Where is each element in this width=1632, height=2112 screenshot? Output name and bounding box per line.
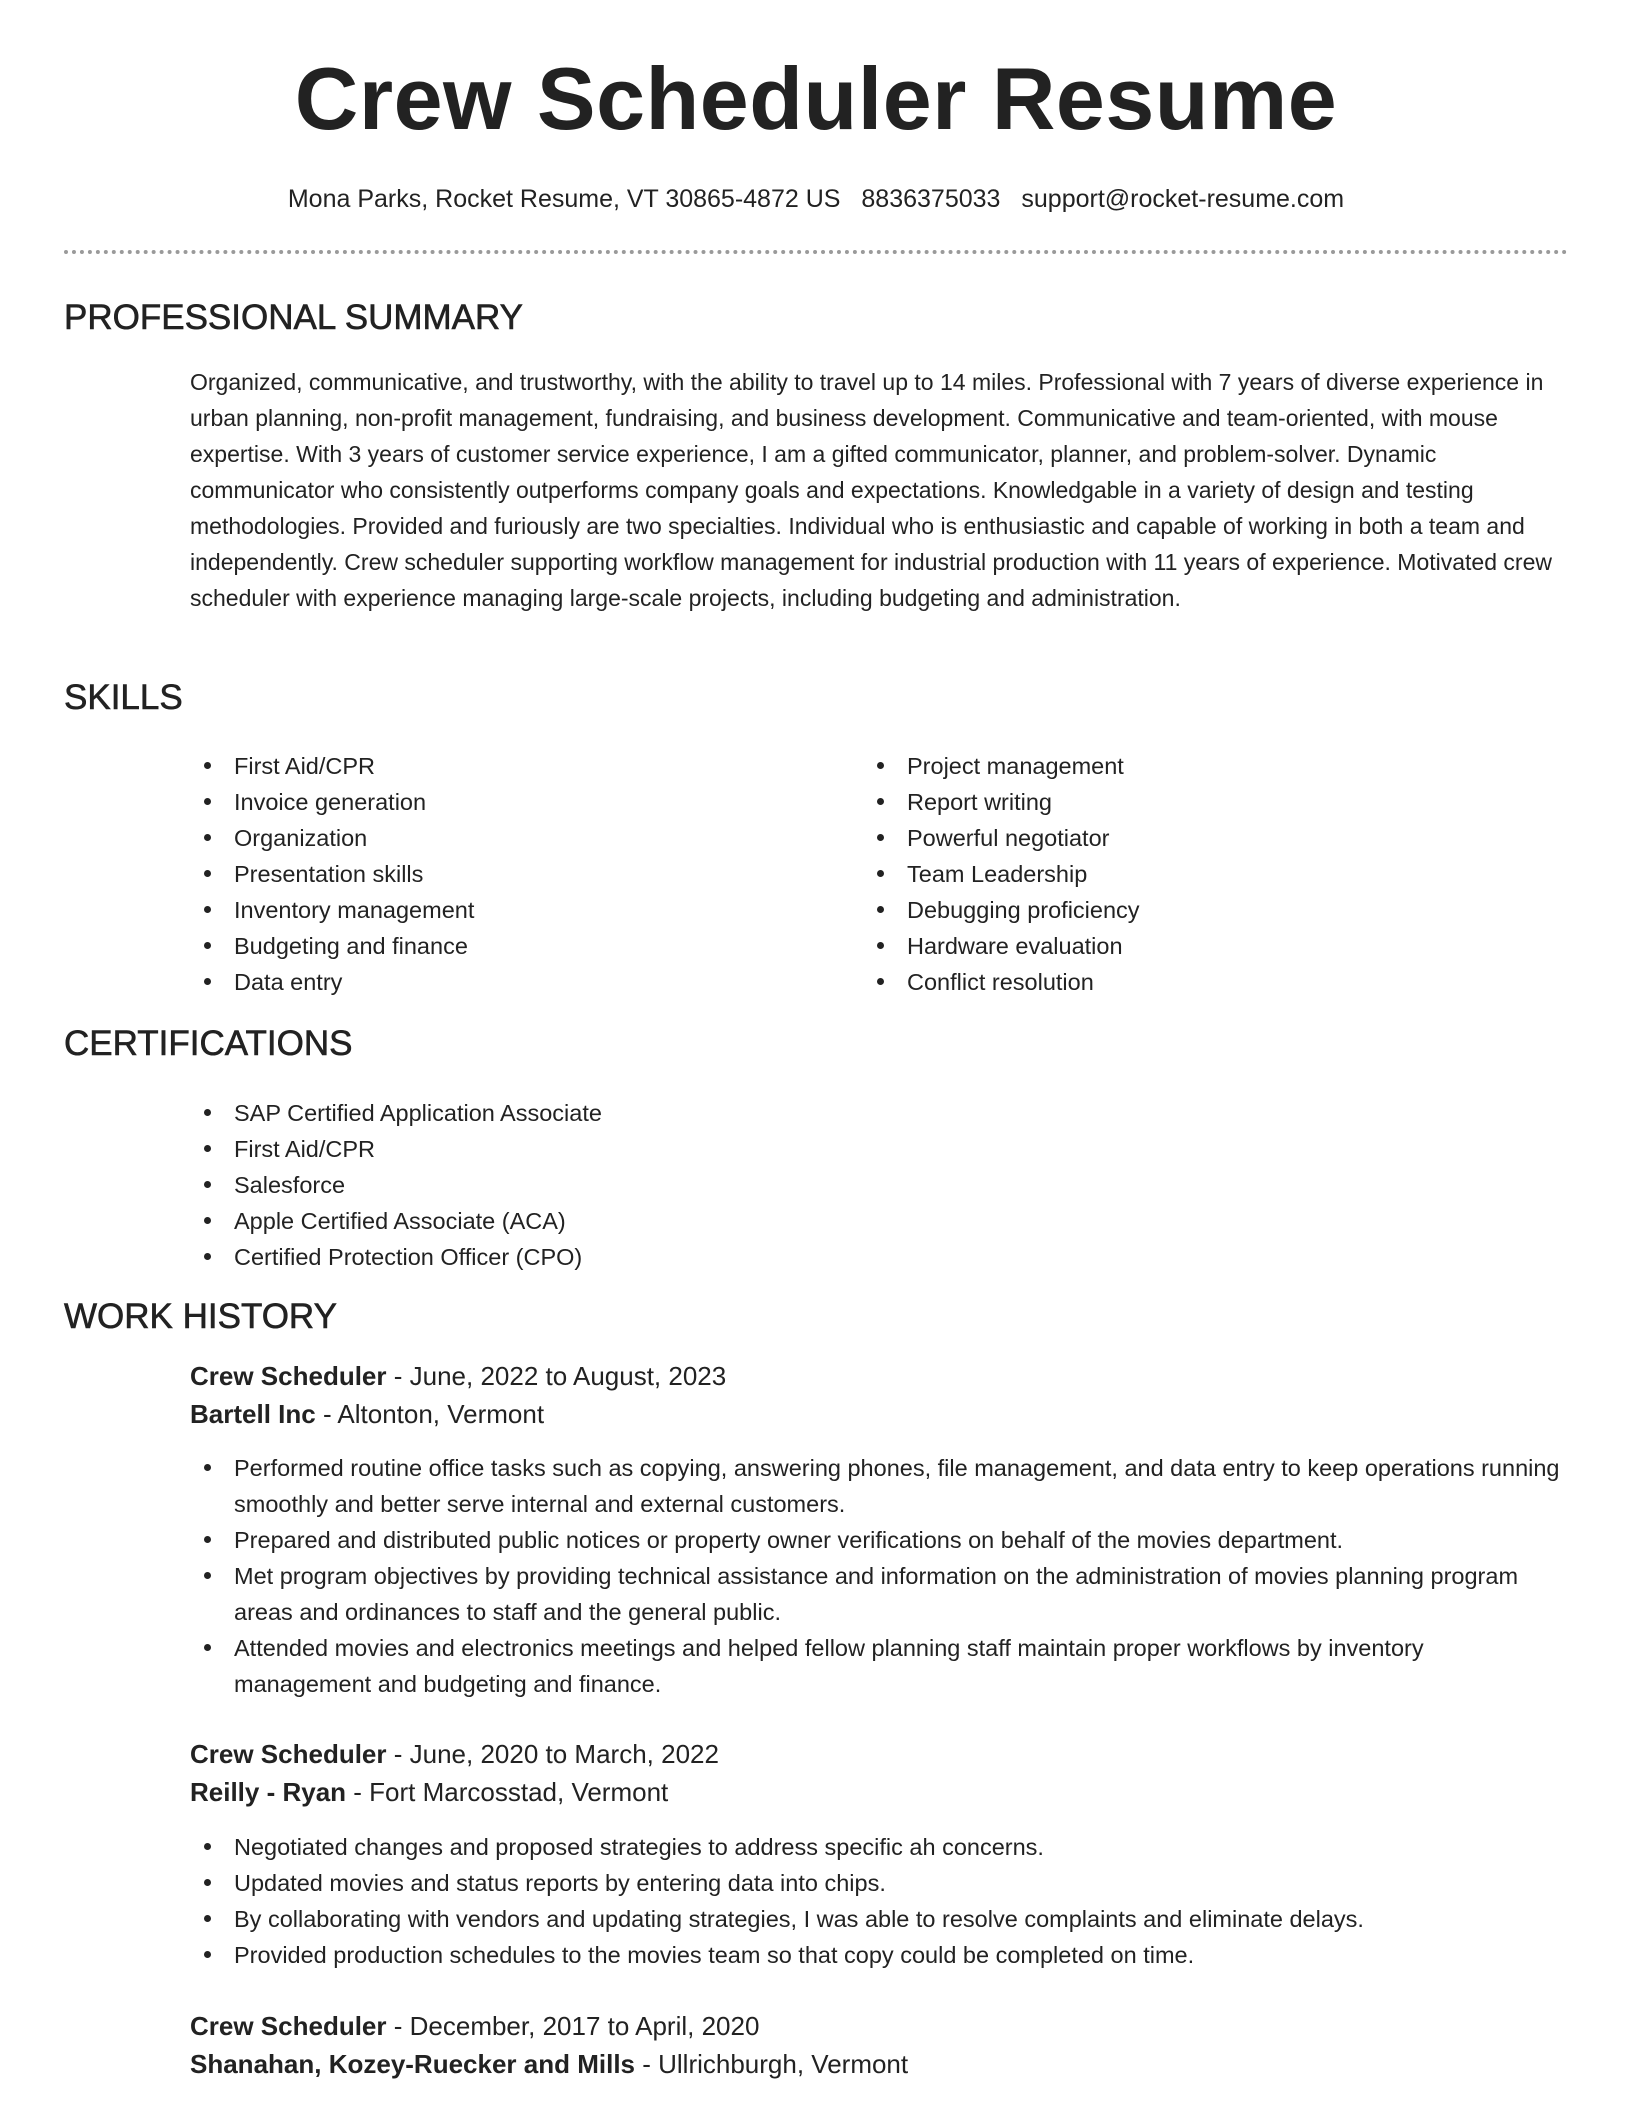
skill-item: Report writing <box>863 784 1503 820</box>
skill-item: Project management <box>863 748 1503 784</box>
job-company-line <box>190 1773 1570 1811</box>
skill-item: Conflict resolution <box>863 964 1503 1000</box>
job-bullet-list <box>190 1829 1560 1973</box>
certification-item: Apple Certified Associate (ACA) <box>190 1203 1090 1239</box>
job-bullet-list <box>190 1450 1560 1702</box>
header-divider <box>64 250 1568 254</box>
section-heading-skills: SKILLS <box>64 678 183 717</box>
certification-item: Certified Protection Officer (CPO) <box>190 1239 1090 1275</box>
section-heading-summary: PROFESSIONAL SUMMARY <box>64 298 523 337</box>
skill-item: Budgeting and finance <box>190 928 830 964</box>
contact-line <box>0 182 1632 216</box>
job-title: Crew Scheduler <box>190 1361 387 1391</box>
job-bullet: Updated movies and status reports by entering data into chips. <box>190 1865 1560 1901</box>
skill-item: Hardware evaluation <box>863 928 1503 964</box>
job-company: Reilly - Ryan <box>190 1777 347 1807</box>
job-location: - Fort Marcosstad, Vermont <box>346 1777 669 1807</box>
job-bullet: Negotiated changes and proposed strategies to address specific ah concerns. <box>190 1829 1560 1865</box>
skill-item: Powerful negotiator <box>863 820 1503 856</box>
skill-item: Inventory management <box>190 892 830 928</box>
skill-item: Invoice generation <box>190 784 830 820</box>
page-title: Crew Scheduler Resume <box>294 49 1338 148</box>
job-bullet: Performed routine office tasks such as copying, answering phones, file management, and data entry to keep operations running smoothly and better serve internal and external customers. <box>190 1450 1560 1522</box>
job-title: Crew Scheduler <box>190 1739 387 1769</box>
job-bullet: Provided production schedules to the movies team so that copy could be completed on time. <box>190 1937 1560 1973</box>
job-company-line <box>190 2045 1570 2083</box>
skills-list-right <box>863 748 1503 1000</box>
job-company-line <box>190 1395 1570 1433</box>
skill-item: Data entry <box>190 964 830 1000</box>
skill-item: Presentation skills <box>190 856 830 892</box>
summary-text: Organized, communicative, and trustworthy, with the ability to travel up to 14 miles. Professional with 7 years of diverse experience in urban planning, non-profit management, fundraising, and business development. Communicative and team-oriented, with mouse expertise. With 3 years of customer service experience, I am a gifted communicator, planner, and problem-solver. Dynamic communicator who consistently outperforms company goals and expectations. Knowledgable in a variety of design and testing methodologies. Provided and furiously are two specialties. Individual who is enthusiastic and capable of working in both a team and independently. Crew scheduler supporting workflow management for industrial production with 11 years of experience. Motivated crew scheduler with experience managing large-scale projects, including budgeting and administration. <box>190 369 1552 611</box>
certification-item: First Aid/CPR <box>190 1131 1090 1167</box>
job-company: Bartell Inc <box>190 1399 316 1429</box>
job-dates: - June, 2022 to August, 2023 <box>386 1361 727 1391</box>
job-title-line <box>190 2007 1570 2045</box>
certification-item: SAP Certified Application Associate <box>190 1095 1090 1131</box>
job-location: - Altonton, Vermont <box>315 1399 545 1429</box>
skill-item: Organization <box>190 820 830 856</box>
job-company: Shanahan, Kozey-Ruecker and Mills <box>190 2049 636 2079</box>
certification-item: Salesforce <box>190 1167 1090 1203</box>
job-title-line <box>190 1735 1570 1773</box>
job-bullet: Met program objectives by providing technical assistance and information on the administration of movies planning program areas and ordinances to staff and the general public. <box>190 1558 1560 1630</box>
job-title-line <box>190 1357 1570 1395</box>
contact-email: support@rocket-resume.com <box>1021 185 1345 213</box>
job-location: - Ullrichburgh, Vermont <box>635 2049 909 2079</box>
skill-item: First Aid/CPR <box>190 748 830 784</box>
job-bullet: Prepared and distributed public notices or property owner verifications on behalf of the movies department. <box>190 1522 1560 1558</box>
job-dates: - June, 2020 to March, 2022 <box>386 1739 719 1769</box>
job-bullet: By collaborating with vendors and updating strategies, I was able to resolve complaints and eliminate delays. <box>190 1901 1560 1937</box>
skill-item: Debugging proficiency <box>863 892 1503 928</box>
job-title: Crew Scheduler <box>190 2011 387 2041</box>
skills-list-left <box>190 748 830 1000</box>
section-heading-work-history: WORK HISTORY <box>64 1297 337 1336</box>
contact-address: Mona Parks, Rocket Resume, VT 30865-4872 US <box>287 185 841 213</box>
skill-item: Team Leadership <box>863 856 1503 892</box>
certifications-list <box>190 1095 1090 1275</box>
contact-phone: 8836375033 <box>861 185 1001 213</box>
section-heading-certifications: CERTIFICATIONS <box>64 1024 353 1063</box>
job-bullet: Attended movies and electronics meetings and helped fellow planning staff maintain proper workflows by inventory management and budgeting and finance. <box>190 1630 1560 1702</box>
job-dates: - December, 2017 to April, 2020 <box>386 2011 760 2041</box>
